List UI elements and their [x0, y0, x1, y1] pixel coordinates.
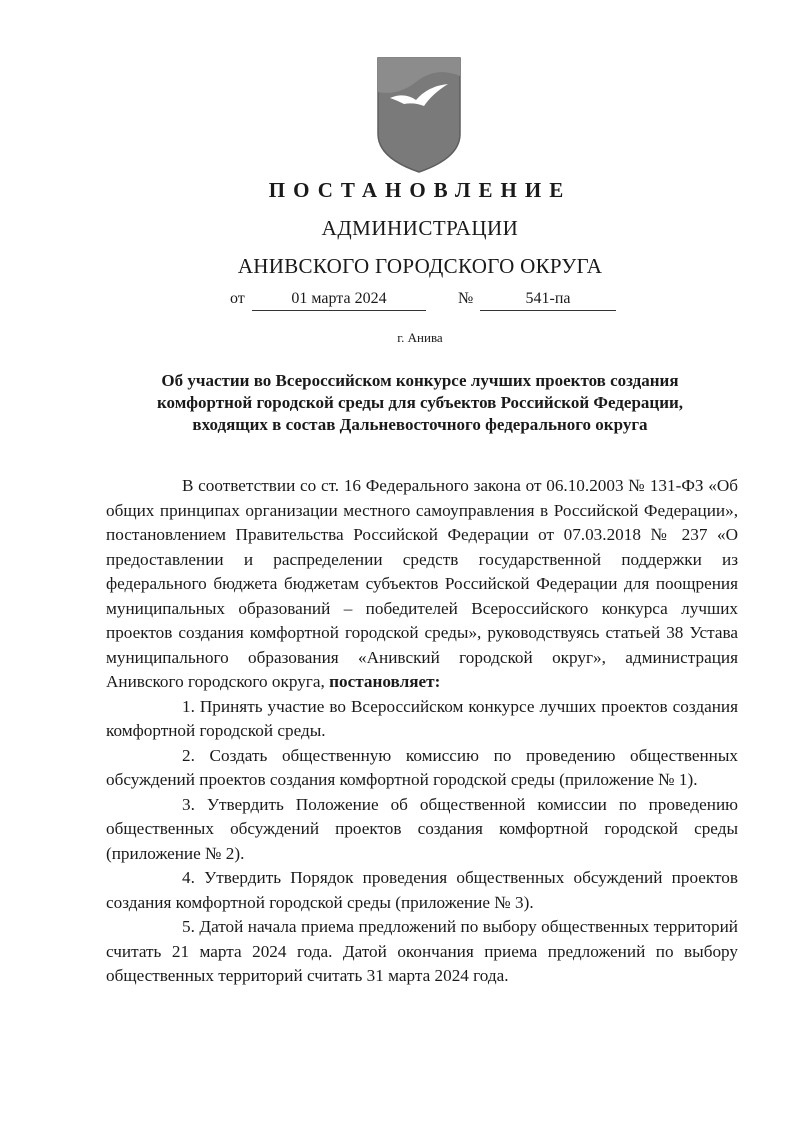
coat-of-arms-icon [376, 56, 462, 174]
document-type-heading: ПОСТАНОВЛЕНИЕ [268, 178, 572, 202]
decree-item: 1. Принять участие во Всероссийском конкурсе лучших проектов создания комфортной городской среды. [106, 696, 738, 740]
date-number-line [230, 290, 630, 314]
preamble-text: В соответствии со ст. 16 Федерального закона от 06.10.2003 № 131-ФЗ «Об общих принципах организации местного самоуправления в Российской Федерации», постановлением Правительства Российской Федерации от 07.03.2018 № 237 «О предоставлении и распределении средств государственной поддержки из федерального бюджета бюджетам субъектов Российской Федерации для поощрения муниципальных образований – победителей Всероссийского конкурса лучших проектов создания комфортной городской среды», руководствуясь статьей 38 Устава муниципального образования «Анивский городской округ», администрация Анивского городского округа, [106, 476, 738, 691]
number-label: № [458, 290, 474, 307]
decree-item: 2. Создать общественную комиссию по проведению общественных обсуждений проектов создания комфортной городской среды (приложение № 1). [106, 745, 738, 789]
decree-item: 3. Утвердить Положение об общественной комиссии по проведению общественных обсуждений проектов создания комфортной городской среды (приложение № 2). [106, 794, 738, 863]
title-line: Об участии во Всероссийском конкурсе лучших проектов создания [161, 371, 679, 390]
date-label: от [230, 290, 245, 307]
document-body [106, 474, 738, 989]
decree-item: 4. Утвердить Порядок проведения общественных обсуждений проектов создания комфортной городской среды (приложение № 3). [106, 868, 738, 912]
issuer-district-heading: АНИВСКОГО ГОРОДСКОГО ОКРУГА [237, 254, 603, 278]
document-title [100, 370, 740, 436]
decree-word: постановляет: [329, 672, 441, 691]
preamble-paragraph [106, 474, 738, 695]
title-line: входящих в состав Дальневосточного федерального округа [192, 415, 648, 434]
issuer-heading: АДМИНИСТРАЦИИ [321, 216, 519, 240]
document-date: 01 марта 2024 [252, 290, 426, 311]
document-number: 541-па [480, 290, 616, 311]
decree-item: 5. Датой начала приема предложений по выбору общественных территорий считать 21 марта 2024 года. Датой окончания приема предложений по выбору общественных территорий считать 31 марта 2024 года. [106, 917, 738, 985]
title-line: комфортной городской среды для субъектов Российской Федерации, [156, 393, 684, 412]
city-label: г. Анива [397, 330, 443, 345]
